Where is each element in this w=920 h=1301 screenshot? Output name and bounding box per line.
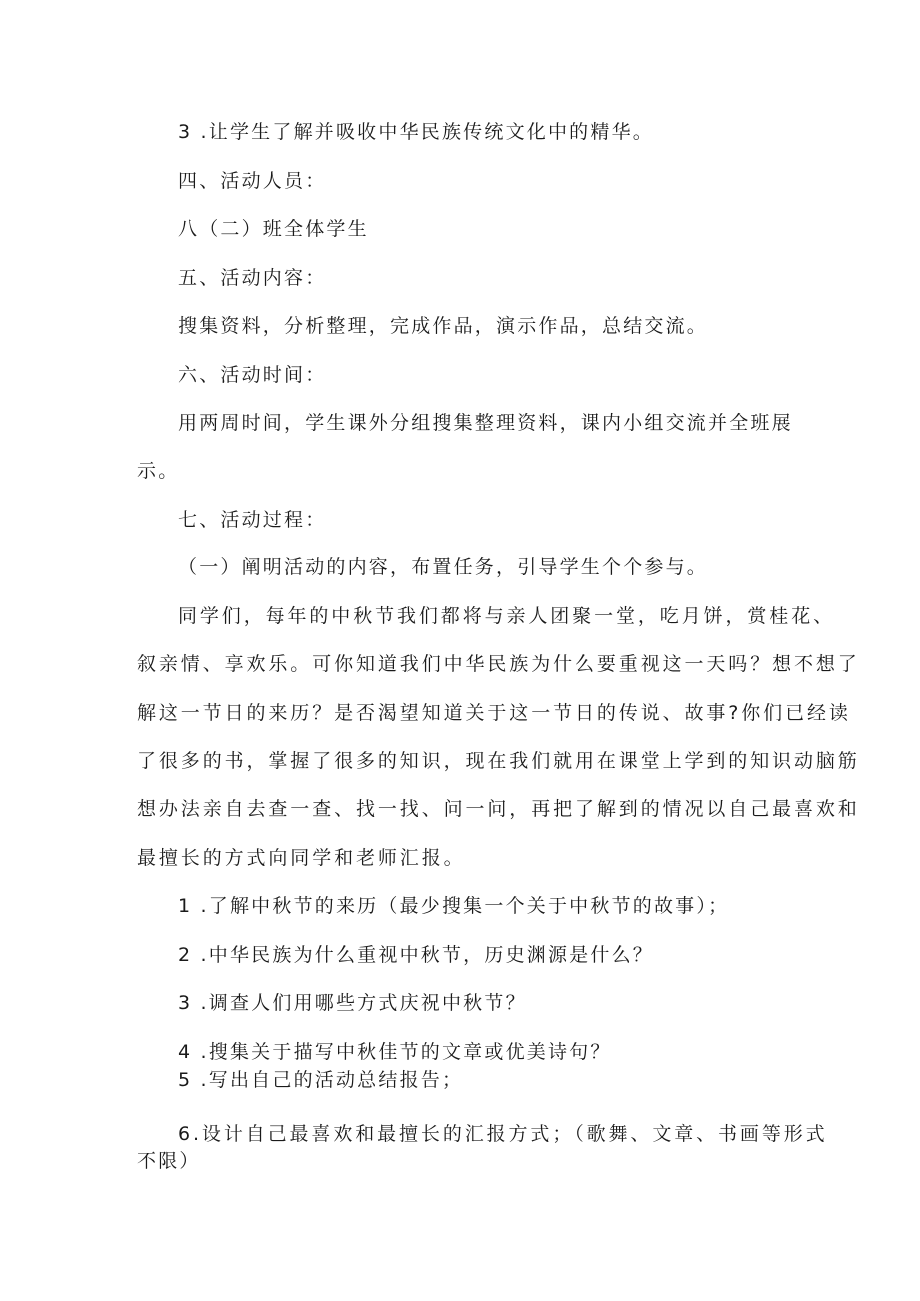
task-1-line: 1 .了解中秋节的来历（最少搜集一个关于中秋节的故事）； [178,895,730,917]
task-5-line: 5 .写出自己的活动总结报告； [178,1069,464,1091]
task-6-line-1: 6.设计自己最喜欢和最擅长的汇报方式；（歌舞、文章、书画等形式 [178,1123,828,1145]
section-7-heading: 七、活动过程： [178,509,327,531]
paragraph-line-3: 解这一节日的来历？是否渴望知道关于这一节日的传说、故事?你们已经读 [137,702,851,724]
task-6-line-2: 不限） [137,1150,201,1172]
paragraph-line-5: 想办法亲自去查一查、找一找、问一问，再把了解到的情况以自己最喜欢和 [137,798,860,820]
time-line-1: 用两周时间，学生课外分组搜集整理资料，课内小组交流并全班展 [178,412,793,434]
paragraph-line-1: 同学们，每年的中秋节我们都将与亲人团聚一堂，吃月饼，赏桂花、 [178,605,836,627]
paragraph-line-4: 了很多的书，掌握了很多的知识，现在我们就用在课堂上学到的知识动脑筋 [137,750,860,772]
task-2-line: 2 .中华民族为什么重视中秋节，历史渊源是什么？ [178,944,654,966]
section-6-heading: 六、活动时间： [178,364,327,386]
goal-3-line: 3 .让学生了解并吸收中华民族传统文化中的精华。 [178,121,654,143]
paragraph-line-6: 最擅长的方式向同学和老师汇报。 [137,847,466,869]
participants-line: 八（二）班全体学生 [178,218,369,240]
paragraph-line-2: 叙亲情、享欢乐。可你知道我们中华民族为什么要重视这一天吗？想不想了 [137,653,860,675]
task-3-line: 3 .调查人们用哪些方式庆祝中秋节？ [178,992,527,1014]
section-4-heading: 四、活动人员： [178,170,327,192]
section-5-heading: 五、活动内容： [178,267,327,289]
time-line-2: 示。 [137,460,180,482]
subsection-1-heading: （一）阐明活动的内容，布置任务，引导学生个个参与。 [178,556,709,578]
task-4-line: 4 .搜集关于描写中秋佳节的文章或优美诗句？ [178,1041,612,1063]
content-line: 搜集资料，分析整理，完成作品，演示作品，总结交流。 [178,315,709,337]
